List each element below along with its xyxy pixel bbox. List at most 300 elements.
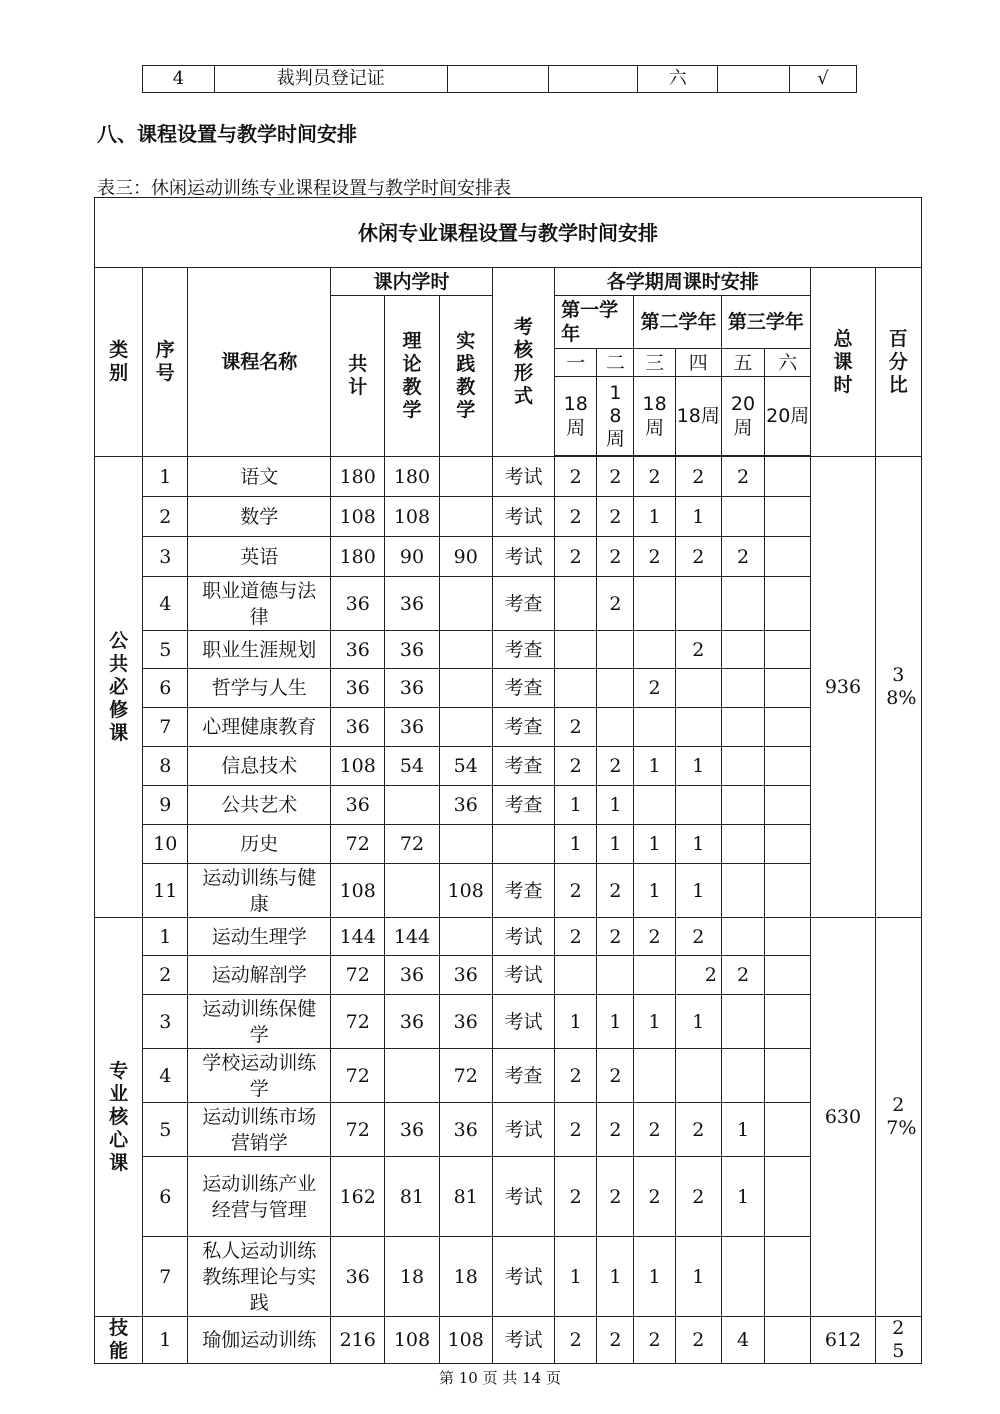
- term-hours-cell: 1: [721, 1157, 764, 1237]
- term-hours-cell: 2: [597, 864, 634, 918]
- group-total-hours-cell: 936: [811, 457, 875, 918]
- term-hours-cell: [765, 1049, 811, 1103]
- seq-cell: 6: [143, 669, 188, 708]
- header-row: [95, 268, 922, 296]
- practice-hours-cell: 72: [439, 1049, 492, 1103]
- term-hours-cell: 1: [555, 995, 597, 1049]
- term-label: 五: [721, 349, 764, 377]
- table-row: [95, 864, 922, 918]
- header-in-class-hours: 课内学时: [331, 268, 493, 296]
- course-name: 公共艺术: [221, 794, 298, 816]
- term-hours-cell: [765, 669, 811, 708]
- group-total-hours-cell: 612: [811, 1317, 875, 1364]
- group-percent-cell: 38%: [875, 457, 921, 918]
- term-weeks: 18周: [597, 377, 634, 456]
- header-category: 类别: [95, 268, 143, 457]
- term-hours-cell: [555, 631, 597, 669]
- theory-hours-cell: [385, 786, 439, 825]
- term-hours-cell: [721, 995, 764, 1049]
- term-hours-cell: 1: [597, 995, 634, 1049]
- term-hours-cell: 1: [555, 786, 597, 825]
- total-hours-cell: 108: [331, 864, 385, 918]
- table-row: [95, 1049, 922, 1103]
- total-hours-cell: 72: [331, 1049, 385, 1103]
- term-hours-cell: [721, 497, 764, 537]
- term-hours-cell: [555, 669, 597, 708]
- table-row: [95, 825, 922, 864]
- course-name-cell: [188, 1049, 331, 1103]
- top-row-no: 4: [143, 66, 215, 93]
- term-hours-cell: [765, 995, 811, 1049]
- table-row: [95, 1157, 922, 1237]
- term-hours-cell: 2: [675, 457, 721, 497]
- group-percent-cell: 27%: [875, 918, 921, 1317]
- term-hours-cell: 1: [675, 747, 721, 786]
- exam-type-cell: 考试: [492, 457, 554, 497]
- header-year-1: 第一学年: [555, 296, 634, 349]
- course-name: 哲学与人生: [211, 677, 307, 699]
- table-caption: 表三：休闲运动训练专业课程设置与教学时间安排表: [97, 178, 511, 199]
- term-hours-cell: 2: [555, 864, 597, 918]
- exam-type-cell: 考试: [492, 1317, 554, 1364]
- term-hours-cell: 2: [555, 918, 597, 956]
- course-name: 运动生理学: [211, 925, 307, 948]
- term-hours-cell: 2: [721, 956, 764, 995]
- exam-type-cell: 考试: [492, 537, 554, 577]
- seq-cell: 5: [143, 631, 188, 669]
- seq-cell: 3: [143, 995, 188, 1049]
- theory-hours-cell: 36: [385, 995, 439, 1049]
- course-name: 运动训练保健学: [202, 997, 317, 1046]
- table-row: [95, 1237, 922, 1317]
- header-seq: 序号: [143, 268, 188, 457]
- course-name: 瑜伽运动训练: [202, 1329, 317, 1351]
- term-hours-cell: 2: [634, 537, 675, 577]
- course-name-cell: [188, 956, 331, 995]
- term-hours-cell: 2: [555, 708, 597, 747]
- practice-hours-cell: 36: [439, 786, 492, 825]
- course-name-cell: [188, 864, 331, 918]
- total-hours-cell: 36: [331, 1237, 385, 1317]
- term-hours-cell: [721, 708, 764, 747]
- total-hours-cell: 108: [331, 747, 385, 786]
- total-hours-cell: 36: [331, 669, 385, 708]
- theory-hours-cell: 144: [385, 918, 439, 956]
- seq-cell: 6: [143, 1157, 188, 1237]
- theory-hours-cell: 54: [385, 747, 439, 786]
- term-hours-cell: 1: [634, 825, 675, 864]
- term-hours-cell: 2: [597, 537, 634, 577]
- top-row-check: √: [790, 66, 857, 93]
- term-hours-cell: [721, 825, 764, 864]
- term-label: 三: [634, 349, 675, 377]
- course-name: 运动训练产业经营与管理: [202, 1172, 317, 1221]
- top-row-cell: [447, 66, 549, 93]
- total-hours-cell: 162: [331, 1157, 385, 1237]
- table-row: [95, 918, 922, 956]
- table-row: [95, 537, 922, 577]
- theory-hours-cell: 90: [385, 537, 439, 577]
- total-hours-cell: 72: [331, 1103, 385, 1157]
- page-footer: 第 10 页 共 14 页: [438, 1369, 561, 1387]
- top-row-cell: 六: [638, 66, 718, 93]
- term-hours-cell: [634, 956, 675, 995]
- course-name: 语文: [240, 465, 279, 488]
- practice-hours-cell: 54: [439, 747, 492, 786]
- theory-hours-cell: 72: [385, 825, 439, 864]
- term-hours-cell: 2: [634, 669, 675, 708]
- theory-hours-cell: 180: [385, 457, 439, 497]
- term-hours-cell: [675, 577, 721, 631]
- exam-type-cell: 考查: [492, 864, 554, 918]
- table-row: [95, 1317, 922, 1364]
- term-hours-cell: 2: [721, 457, 764, 497]
- exam-type-cell: 考试: [492, 956, 554, 995]
- header-total-hours: 总课时: [811, 268, 875, 457]
- theory-hours-cell: [385, 1049, 439, 1103]
- table-row: [143, 66, 857, 93]
- term-hours-cell: [721, 669, 764, 708]
- term-hours-cell: [634, 631, 675, 669]
- course-rows: [95, 457, 922, 1364]
- term-hours-cell: [555, 956, 597, 995]
- practice-hours-cell: [439, 577, 492, 631]
- term-hours-cell: [765, 918, 811, 956]
- term-hours-cell: [675, 669, 721, 708]
- term-hours-cell: 2: [555, 1049, 597, 1103]
- term-hours-cell: [765, 825, 811, 864]
- term-hours-cell: 1: [721, 1103, 764, 1157]
- term-hours-cell: [634, 786, 675, 825]
- term-hours-cell: [765, 786, 811, 825]
- total-hours-cell: 36: [331, 786, 385, 825]
- term-label: 二: [597, 349, 634, 377]
- theory-hours-cell: 36: [385, 956, 439, 995]
- total-hours-cell: 72: [331, 956, 385, 995]
- total-hours-cell: 36: [331, 577, 385, 631]
- seq-cell: 3: [143, 537, 188, 577]
- term-hours-cell: [721, 577, 764, 631]
- practice-hours-cell: [439, 497, 492, 537]
- term-label: 四: [675, 349, 721, 377]
- term-hours-cell: [597, 708, 634, 747]
- term-hours-cell: 2: [675, 1317, 721, 1364]
- term-hours-cell: [675, 786, 721, 825]
- top-row-name: 裁判员登记证: [214, 66, 447, 93]
- term-hours-cell: [765, 1237, 811, 1317]
- total-hours-cell: 36: [331, 708, 385, 747]
- term-hours-cell: [675, 708, 721, 747]
- term-hours-cell: [675, 1049, 721, 1103]
- theory-hours-cell: 36: [385, 669, 439, 708]
- term-label: 六: [765, 349, 811, 377]
- table-row: [95, 956, 922, 995]
- course-name: 心理健康教育: [202, 716, 317, 738]
- term-hours-cell: [721, 747, 764, 786]
- term-hours-cell: 1: [597, 1237, 634, 1317]
- term-hours-cell: [765, 457, 811, 497]
- term-hours-cell: [765, 1317, 811, 1364]
- term-hours-cell: 2: [555, 1103, 597, 1157]
- term-hours-cell: 2: [555, 537, 597, 577]
- seq-cell: 1: [143, 457, 188, 497]
- practice-hours-cell: 36: [439, 956, 492, 995]
- header-percent: 百分比: [875, 268, 921, 457]
- term-hours-cell: [597, 631, 634, 669]
- term-hours-cell: [721, 1049, 764, 1103]
- theory-hours-cell: 81: [385, 1157, 439, 1237]
- table-row: [95, 577, 922, 631]
- course-name-cell: [188, 457, 331, 497]
- term-weeks: 18周: [555, 377, 597, 456]
- exam-type-cell: 考试: [492, 1237, 554, 1317]
- term-hours-cell: 1: [597, 786, 634, 825]
- term-hours-cell: 2: [597, 577, 634, 631]
- course-name-cell: [188, 708, 331, 747]
- course-name-cell: [188, 669, 331, 708]
- group-total-hours-cell: 630: [811, 918, 875, 1317]
- term-hours-cell: 2: [555, 497, 597, 537]
- seq-cell: 8: [143, 747, 188, 786]
- exam-type-cell: 考试: [492, 995, 554, 1049]
- header-year-3: 第三学年: [721, 296, 810, 349]
- exam-type-cell: 考查: [492, 669, 554, 708]
- course-name: 学校运动训练学: [202, 1051, 317, 1100]
- term-hours-cell: 2: [597, 457, 634, 497]
- course-name-cell: [188, 631, 331, 669]
- top-row-cell: [549, 66, 638, 93]
- course-schedule-table: [94, 197, 922, 1364]
- practice-hours-cell: [439, 669, 492, 708]
- term-hours-cell: 2: [555, 1157, 597, 1237]
- term-hours-cell: 1: [597, 825, 634, 864]
- course-name-cell: [188, 825, 331, 864]
- term-hours-cell: 1: [675, 825, 721, 864]
- course-name: 运动训练与健康: [202, 866, 317, 915]
- course-name: 职业生涯规划: [202, 638, 317, 661]
- term-hours-cell: 2: [634, 1103, 675, 1157]
- term-hours-cell: [765, 864, 811, 918]
- course-name-cell: [188, 1103, 331, 1157]
- term-weeks: 18周: [675, 377, 721, 456]
- course-name-cell: [188, 497, 331, 537]
- course-name-cell: [188, 537, 331, 577]
- course-name-cell: [188, 786, 331, 825]
- term-hours-cell: [765, 1157, 811, 1237]
- total-hours-cell: 180: [331, 457, 385, 497]
- table-title: 休闲专业课程设置与教学时间安排: [95, 198, 922, 268]
- term-hours-cell: [765, 577, 811, 631]
- header-exam-type: 考核形式: [492, 268, 554, 457]
- term-hours-cell: [555, 577, 597, 631]
- practice-hours-cell: 108: [439, 1317, 492, 1364]
- theory-hours-cell: 36: [385, 708, 439, 747]
- table-row: [95, 747, 922, 786]
- term-weeks: 20周: [721, 377, 764, 456]
- header-total: 共计: [331, 296, 385, 457]
- header-theory: 理论教学: [385, 296, 439, 457]
- term-hours-cell: 1: [555, 825, 597, 864]
- table-row: [95, 631, 922, 669]
- term-hours-cell: 1: [634, 995, 675, 1049]
- top-row-cell: [718, 66, 790, 93]
- section-heading: 八、课程设置与教学时间安排: [97, 122, 357, 146]
- course-name: 信息技术: [221, 755, 298, 777]
- term-hours-cell: [721, 1237, 764, 1317]
- seq-cell: 2: [143, 956, 188, 995]
- practice-hours-cell: 36: [439, 995, 492, 1049]
- seq-cell: 4: [143, 1049, 188, 1103]
- term-hours-cell: [634, 577, 675, 631]
- term-hours-cell: 2: [675, 537, 721, 577]
- course-name-cell: [188, 577, 331, 631]
- term-weeks: 18周: [634, 377, 675, 456]
- term-hours-cell: [721, 786, 764, 825]
- exam-type-cell: [492, 825, 554, 864]
- practice-hours-cell: 36: [439, 1103, 492, 1157]
- term-hours-cell: 2: [597, 1317, 634, 1364]
- total-hours-cell: 36: [331, 631, 385, 669]
- table-row: [95, 669, 922, 708]
- course-name: 职业道德与法律: [202, 579, 317, 628]
- term-hours-cell: [597, 669, 634, 708]
- term-hours-cell: 2: [634, 1317, 675, 1364]
- practice-hours-cell: [439, 708, 492, 747]
- term-hours-cell: 1: [555, 1237, 597, 1317]
- term-hours-cell: [721, 631, 764, 669]
- exam-type-cell: 考查: [492, 786, 554, 825]
- term-hours-cell: 1: [675, 1237, 721, 1317]
- term-hours-cell: [765, 747, 811, 786]
- seq-cell: 2: [143, 497, 188, 537]
- course-name: 历史: [240, 833, 279, 855]
- category-cell: 公共必修课: [95, 457, 143, 918]
- total-hours-cell: 180: [331, 537, 385, 577]
- exam-type-cell: 考查: [492, 747, 554, 786]
- term-hours-cell: 2: [675, 1157, 721, 1237]
- term-hours-cell: 2: [597, 497, 634, 537]
- total-hours-cell: 108: [331, 497, 385, 537]
- exam-type-cell: 考试: [492, 918, 554, 956]
- term-hours-cell: 2: [675, 1103, 721, 1157]
- seq-cell: 5: [143, 1103, 188, 1157]
- term-hours-cell: 2: [555, 747, 597, 786]
- term-hours-cell: 1: [634, 1237, 675, 1317]
- exam-type-cell: 考查: [492, 577, 554, 631]
- term-hours-cell: 1: [634, 497, 675, 537]
- table-row: [95, 497, 922, 537]
- practice-hours-cell: 90: [439, 537, 492, 577]
- term-hours-cell: [765, 631, 811, 669]
- seq-cell: 9: [143, 786, 188, 825]
- total-hours-cell: 72: [331, 825, 385, 864]
- table-row: [95, 708, 922, 747]
- term-hours-cell: 1: [634, 864, 675, 918]
- practice-hours-cell: 81: [439, 1157, 492, 1237]
- practice-hours-cell: [439, 457, 492, 497]
- term-hours-cell: 1: [675, 995, 721, 1049]
- term-hours-cell: [597, 956, 634, 995]
- course-name-cell: [188, 1317, 331, 1364]
- seq-cell: 7: [143, 708, 188, 747]
- theory-hours-cell: [385, 864, 439, 918]
- term-hours-cell: [765, 956, 811, 995]
- course-name-cell: [188, 918, 331, 956]
- header-course-name: 课程名称: [188, 268, 331, 457]
- term-label: 一: [555, 349, 597, 377]
- term-hours-cell: 2: [555, 1317, 597, 1364]
- seq-cell: 1: [143, 918, 188, 956]
- seq-cell: 1: [143, 1317, 188, 1364]
- practice-hours-cell: 108: [439, 864, 492, 918]
- practice-hours-cell: [439, 631, 492, 669]
- term-hours-cell: [721, 864, 764, 918]
- top-fragment-table: [142, 65, 857, 93]
- table-row: [95, 457, 922, 497]
- term-hours-cell: 2: [597, 1049, 634, 1103]
- seq-cell: 7: [143, 1237, 188, 1317]
- table-row: [95, 1103, 922, 1157]
- total-hours-cell: 216: [331, 1317, 385, 1364]
- term-hours-cell: 2: [634, 457, 675, 497]
- exam-type-cell: 考试: [492, 1103, 554, 1157]
- exam-type-cell: 考查: [492, 631, 554, 669]
- term-hours-cell: [634, 1049, 675, 1103]
- course-name: 英语: [240, 545, 279, 568]
- term-hours-cell: [765, 708, 811, 747]
- header-year-2: 第二学年: [634, 296, 721, 349]
- header-weekly-schedule: 各学期周课时安排: [555, 268, 811, 296]
- exam-type-cell: 考试: [492, 1157, 554, 1237]
- term-hours-cell: 1: [675, 864, 721, 918]
- course-name-cell: [188, 995, 331, 1049]
- exam-type-cell: 考查: [492, 708, 554, 747]
- theory-hours-cell: 36: [385, 577, 439, 631]
- practice-hours-cell: [439, 825, 492, 864]
- term-hours-cell: [765, 1103, 811, 1157]
- seq-cell: 11: [143, 864, 188, 918]
- term-hours-cell: 1: [634, 747, 675, 786]
- term-hours-cell: 2: [597, 918, 634, 956]
- term-hours-cell: 2: [675, 956, 721, 995]
- theory-hours-cell: 36: [385, 1103, 439, 1157]
- practice-hours-cell: [439, 918, 492, 956]
- theory-hours-cell: 36: [385, 631, 439, 669]
- table-row: [95, 995, 922, 1049]
- header-practice: 实践教学: [439, 296, 492, 457]
- term-weeks: 20周: [765, 377, 811, 456]
- course-name: 私人运动训练教练理论与实践: [202, 1239, 317, 1314]
- theory-hours-cell: 108: [385, 497, 439, 537]
- term-hours-cell: 2: [634, 918, 675, 956]
- course-name: 运动训练市场营销学: [202, 1105, 317, 1154]
- term-hours-cell: 2: [597, 1157, 634, 1237]
- term-hours-cell: 2: [721, 537, 764, 577]
- term-hours-cell: [634, 708, 675, 747]
- term-hours-cell: 2: [634, 1157, 675, 1237]
- table-row: [95, 786, 922, 825]
- term-hours-cell: 2: [555, 457, 597, 497]
- term-hours-cell: 4: [721, 1317, 764, 1364]
- group-percent-cell: 25: [875, 1317, 921, 1364]
- category-cell: 专业核心课: [95, 918, 143, 1317]
- seq-cell: 10: [143, 825, 188, 864]
- exam-type-cell: 考查: [492, 1049, 554, 1103]
- term-hours-cell: 2: [675, 918, 721, 956]
- term-hours-cell: 1: [675, 497, 721, 537]
- term-hours-cell: [765, 537, 811, 577]
- term-hours-cell: [721, 918, 764, 956]
